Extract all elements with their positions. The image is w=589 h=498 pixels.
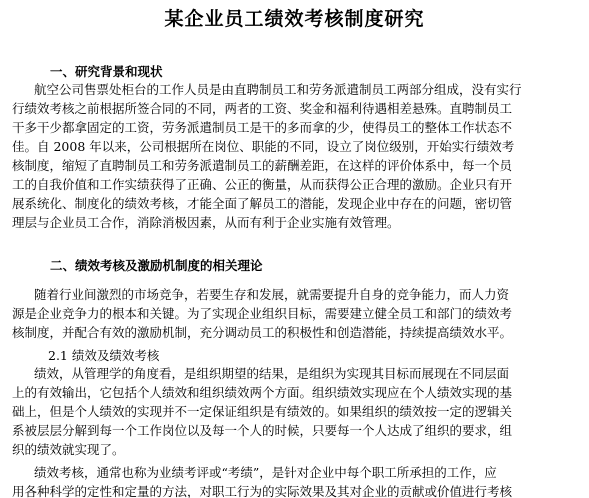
paragraph-line: 绩效考核，通常也称为业绩考评或“考绩”，是针对企业中每个职工所承担的工作，应	[34, 465, 497, 480]
section-heading-2: 二、绩效考核及激励机制度的相关理论	[50, 258, 263, 273]
document-title: 某企业员工绩效考核制度研究	[164, 8, 425, 30]
paragraph-line: 础上，但是个人绩效的实现并不一定保证组织是有绩效的。如果组织的绩效按一定的逻辑关	[12, 404, 513, 419]
paragraph-line: 随着行业间激烈的市场竞争，若要生存和发展，就需要提升自身的竞争能力，而人力资	[34, 287, 510, 302]
paragraph-line: 理层与企业员工合作，消除消极因素，从而有利于企业实施有效管理。	[12, 215, 400, 230]
paragraph-line: 系被层层分解到每一个工作岗位以及每一个人的时候，只要每一个人达成了组织的要求，组	[12, 423, 513, 438]
paragraph-line: 织的绩效就实现了。	[12, 442, 125, 457]
section-heading-1: 一、研究背景和现状	[50, 64, 163, 79]
paragraph-line: 展系统化、制度化的绩效考核，才能全面了解员工的潜能，发现企业中存在的问题，密切管	[12, 196, 513, 211]
paragraph-line: 核制度，并配合有效的激励机制，充分调动员工的积极性和创造潜能，持续提高绩效水平。	[12, 325, 513, 340]
paragraph-line: 航空公司售票处柜台的工作人员是由直聘制员工和劳务派遣制员工两部分组成，没有实行	[34, 82, 522, 97]
paragraph-line: 核制度，缩短了直聘制员工和劳务派遣制员工的薪酬差距，在这样的评价体系中，每一个员	[12, 158, 513, 173]
paragraph-line: 上的有效输出，它包括个人绩效和组织绩效两个方面。组织绩效实现应在个人绩效实现的基	[12, 385, 513, 400]
paragraph-line: 佳。自 2008 年以来，公司根据所在岗位、职能的不同，设立了岗位级别，开始实行绩效考	[12, 139, 515, 154]
paragraph-line: 行绩效考核之前根据所签合同的不同，两者的工资、奖金和福利待遇相差悬殊。直聘制员工	[12, 101, 513, 116]
paragraph-line: 绩效，从管理学的角度看，是组织期望的结果，是组织为实现其目标而展现在不同层面	[34, 366, 510, 381]
subsection-heading: 2.1 绩效及绩效考核	[48, 348, 160, 363]
paragraph-line: 源是企业竞争力的根本和关键。为了实现企业组织目标，需要建立健全员工和部门的绩效考	[12, 306, 513, 321]
paragraph-line: 用各种科学的定性和定量的方法，对职工行为的实际效果及其对企业的贡献或价值进行考核	[12, 484, 513, 498]
paragraph-line: 工的自我价值和工作实绩获得了正确、公正的衡量，从而获得公正合理的激励。企业只有开	[12, 177, 513, 192]
paragraph-line: 干多干少都拿固定的工资，劳务派遣制员工是干的多而拿的少，使得员工的整体工作状态不	[12, 120, 513, 135]
